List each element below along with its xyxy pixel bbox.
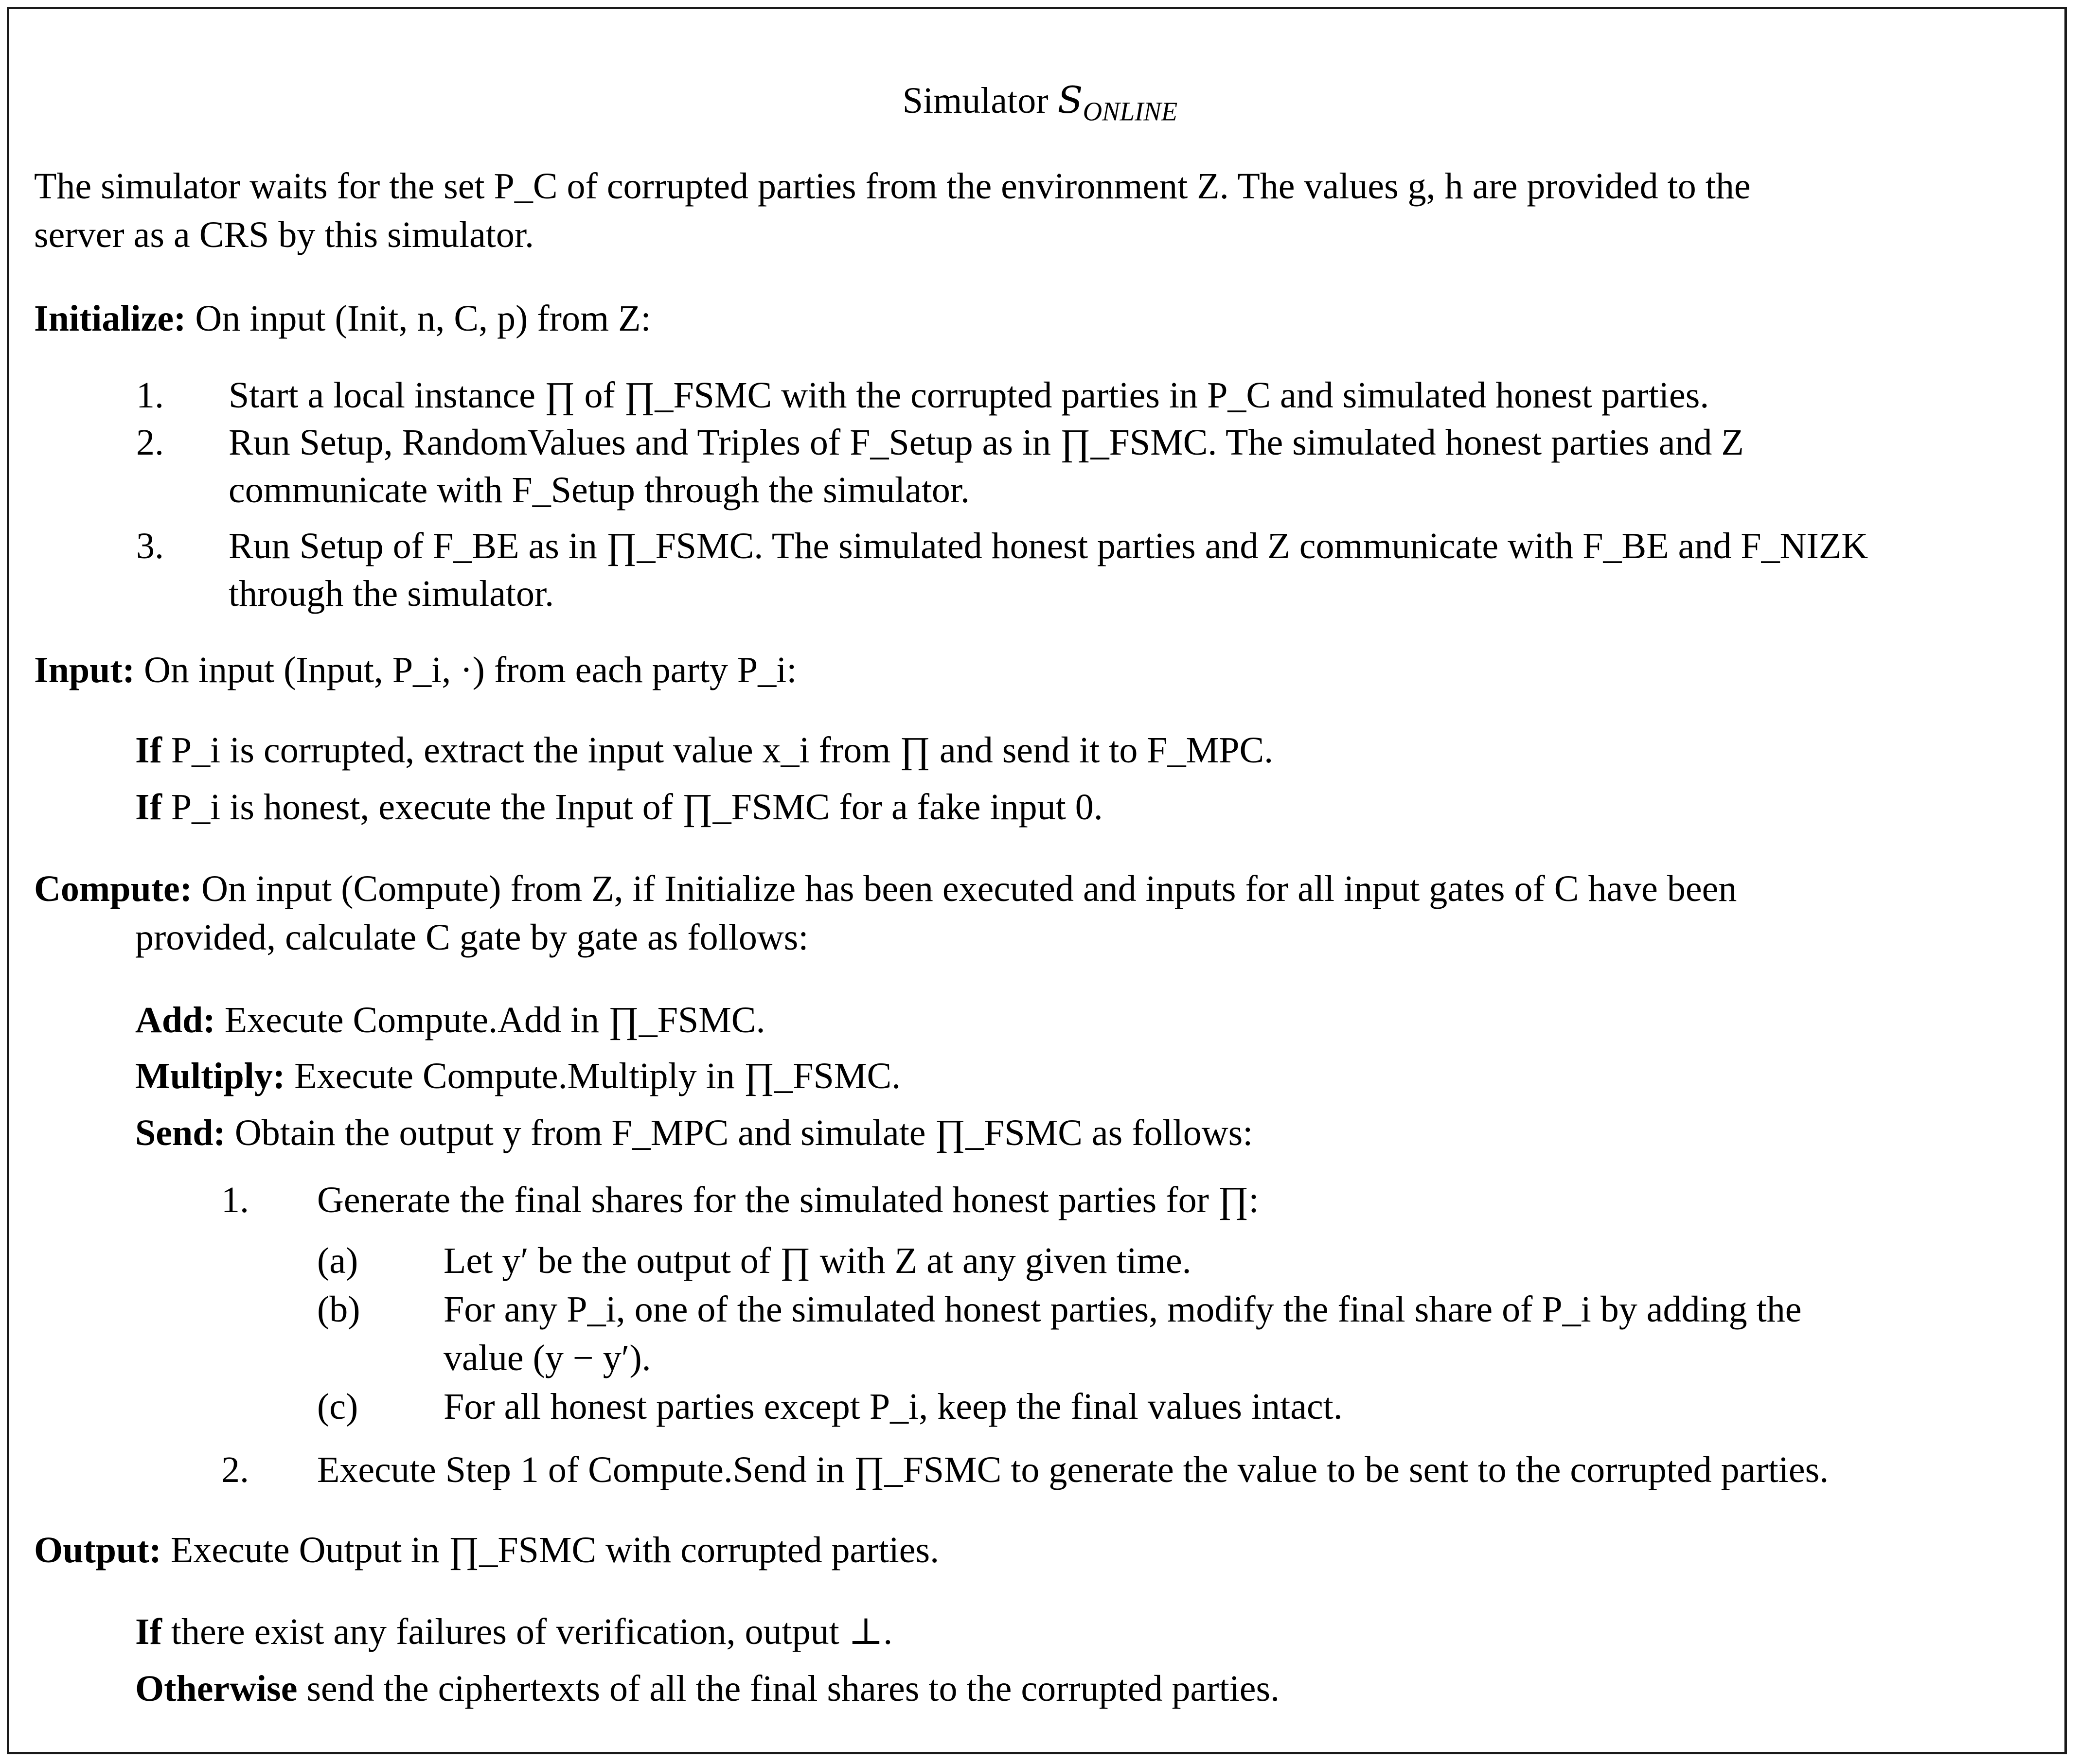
compute-header-text-2: provided, calculate C gate by gate as follows: [135, 917, 809, 958]
send-step-2-num: 2. [221, 1449, 249, 1490]
input-label: Input: [34, 650, 135, 690]
input-section-header [34, 652, 797, 688]
send-step-1-text: Generate the final shares for the simulated honest parties for ∏: [317, 1180, 1259, 1220]
send-substep-b-text-1: For any P_i, one of the simulated honest parties, modify the final share of P_i by adding the [444, 1289, 1802, 1330]
initialize-header-text: On input (Init, n, C, p) from Z: [195, 298, 651, 339]
output-label: Output: [34, 1530, 161, 1570]
compute-multiply-text: Execute Compute.Multiply in ∏_FSMC. [294, 1056, 901, 1096]
compute-header-text-1: On input (Compute) from Z, if Initialize has been executed and inputs for all input gates of C have been [201, 868, 1737, 909]
intro-line-1: The simulator waits for the set P_C of corrupted parties from the environment Z. The values g, h are provided to the [34, 166, 1751, 207]
title-symbol: S [1057, 78, 1083, 122]
output-section-header [34, 1532, 939, 1569]
intro-line-2: server as a CRS by this simulator. [34, 214, 534, 255]
box-title [0, 78, 2080, 126]
send-substep-c-num: (c) [317, 1386, 358, 1427]
initialize-item-2-num: 2. [136, 422, 164, 463]
send-substep-b-num: (b) [317, 1289, 360, 1330]
input-header-text: On input (Input, P_i, ·) from each party P_i: [144, 650, 797, 690]
compute-add-label: Add: [135, 1000, 215, 1041]
output-header-text: Execute Output in ∏_FSMC with corrupted parties. [170, 1530, 940, 1570]
compute-multiply [135, 1058, 901, 1094]
input-case-1-label: If [135, 730, 162, 771]
compute-send [135, 1114, 1253, 1151]
input-case-2-text: P_i is honest, execute the Input of ∏_FSMC for a fake input 0. [171, 787, 1103, 828]
initialize-item-1-num: 1. [136, 375, 164, 416]
input-case-corrupted [135, 732, 1273, 769]
initialize-section-header [34, 300, 651, 337]
initialize-item-1-text: Start a local instance ∏ of ∏_FSMC with the corrupted parties in P_C and simulated honest parties. [229, 375, 1709, 416]
compute-add-text: Execute Compute.Add in ∏_FSMC. [224, 1000, 765, 1041]
initialize-item-2-text-1: Run Setup, RandomValues and Triples of F_Setup as in ∏_FSMC. The simulated honest parties and Z [229, 422, 1744, 463]
output-case-2-text: send the ciphertexts of all the final shares to the corrupted parties. [306, 1668, 1280, 1709]
output-case-1-label: If [135, 1611, 162, 1652]
compute-send-label: Send: [135, 1112, 226, 1153]
input-case-2-label: If [135, 787, 162, 828]
send-substep-a-text: Let y′ be the output of ∏ with Z at any given time. [444, 1240, 1191, 1281]
output-case-2-label: Otherwise [135, 1668, 298, 1709]
send-substep-a-num: (a) [317, 1240, 358, 1281]
initialize-item-3-text-1: Run Setup of F_BE as in ∏_FSMC. The simulated honest parties and Z communicate with F_BE and F_NIZK [229, 526, 1868, 566]
compute-send-text: Obtain the output y from F_MPC and simulate ∏_FSMC as follows: [234, 1112, 1253, 1153]
send-substep-c-text: For all honest parties except P_i, keep the final values intact. [444, 1386, 1343, 1427]
compute-section-header [34, 870, 1737, 907]
output-case-1-text: there exist any failures of verification, output ⊥. [171, 1611, 893, 1652]
title-text: Simulator [902, 80, 1049, 121]
output-case-failure [135, 1613, 892, 1650]
send-substep-b-text-2: value (y − y′). [444, 1338, 651, 1378]
compute-add [135, 1002, 765, 1039]
initialize-item-2-text-2: communicate with F_Setup through the simulator. [229, 470, 970, 511]
initialize-label: Initialize: [34, 298, 186, 339]
input-case-honest [135, 789, 1103, 826]
compute-label: Compute: [34, 868, 193, 909]
send-step-1-num: 1. [221, 1180, 249, 1220]
initialize-item-3-text-2: through the simulator. [229, 573, 554, 614]
compute-multiply-label: Multiply: [135, 1056, 285, 1096]
initialize-item-3-num: 3. [136, 526, 164, 566]
output-case-otherwise [135, 1670, 1280, 1707]
input-case-1-text: P_i is corrupted, extract the input value x_i from ∏ and send it to F_MPC. [171, 730, 1274, 771]
send-step-2-text: Execute Step 1 of Compute.Send in ∏_FSMC to generate the value to be sent to the corrupted parties. [317, 1449, 1829, 1490]
title-subscript: ONLINE [1083, 96, 1178, 126]
